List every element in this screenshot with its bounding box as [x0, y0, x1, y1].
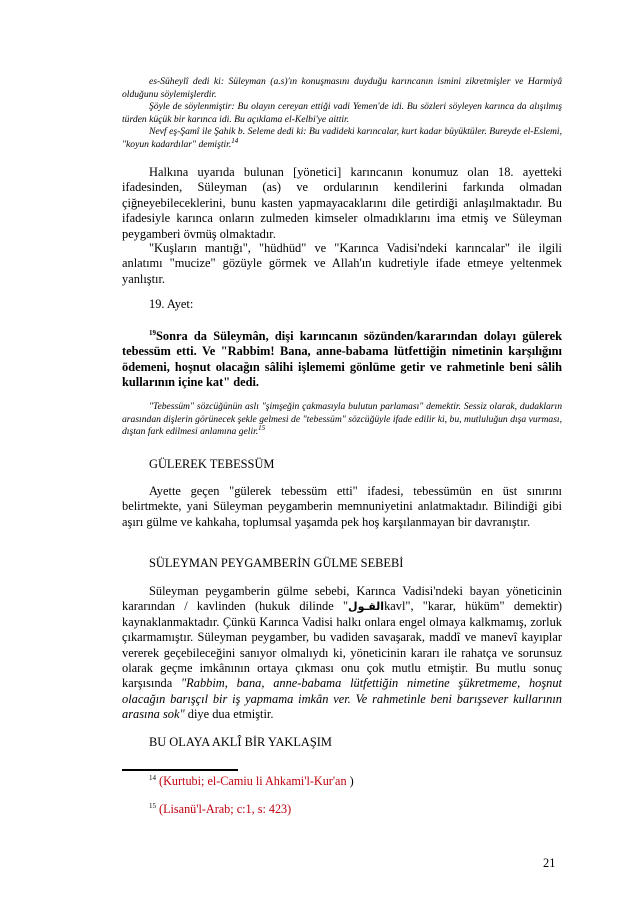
verse-text: Sonra da Süleymân, dişi karıncanın sözünden/kararından dolayı gülerek tebessüm etti. Ve "Rabbim! Bana, anne-babama lütfettiğin nimetinin karşılığını ödemeni, hoşnut olacağın sâlihi işlememi gönlüme getir ve rahmetinle beni sâlih kullarının içine kat" dedi.	[122, 329, 562, 390]
section-heading: GÜLEREK TEBESSÜM	[149, 457, 275, 471]
ayet-text	[122, 329, 562, 391]
note-text: es-Süheylî dedi ki: Süleyman (a.s)'ın konuşmasını duyduğu karıncanın ismini zikretmişler ve Harmiyâ olduğunu söylemişlerdir.	[122, 76, 562, 100]
footnote-ref: 15	[258, 423, 266, 432]
body-paragraph-1	[122, 165, 562, 242]
page-number: 21	[543, 856, 556, 870]
body-paragraph-4	[122, 584, 562, 723]
footnote-number: 14	[149, 773, 156, 782]
paragraph-text: diye dua etmiştir.	[184, 707, 274, 722]
footnote-14	[149, 774, 354, 789]
footnote-number: 15	[149, 801, 156, 810]
dua-quote: "Rabbim, bana, anne-babama lütfettiğin nimetine şükretmeme, hoşnut olacağın barışçıl bir iş yapmama imkân ver. Ve rahmetinle beni barışsever kullarının arasına sok"	[122, 676, 562, 722]
footnote-text: (Kurtubi; el-Camiu li Ahkami'l-Kur'an	[159, 774, 347, 788]
ayet-label	[122, 297, 562, 312]
note-paragraph-tebessum	[122, 401, 562, 439]
verse-number: 19	[149, 328, 156, 337]
section-heading: BU OLAYA AKLÎ BİR YAKLAŞIM	[149, 735, 332, 749]
note-paragraph-3	[122, 126, 562, 151]
body-paragraph-2	[122, 241, 562, 287]
paragraph-text: "Kuşların mantığı", "hüdhüd" ve "Karınca Vadisi'ndeki karıncalar" ile ilgili anlatımı "mucize" gözüyle görmek ve Allah'ın kudretiyle ifade etmeye yeltenmek yanlıştır.	[122, 241, 562, 286]
paragraph-text: Ayette geçen "gülerek tebessüm etti" ifadesi, tebessümün en üst sınırını belirtmekte, yani Süleyman peygamberin memnuniyetini anlatmaktadır. Bilindiği gibi aşırı gülme ve kahkaha, toplumsal yaşamda pek hoş karşılanmayan bir davranıştır.	[122, 484, 562, 529]
footnote-divider	[122, 769, 238, 771]
paragraph-text: Halkına uyarıda bulunan [yönetici] karıncanın konumuz olan 18. ayetteki ifadesinden, Süleyman (as) ve ordularının kendilerini farkında olmadan çiğneyebileceklerini, bunu kasten yapmayacaklarını dile getirdiği anlaşılmaktadır. Bu ifadesiyle karınca onların zulmeden kimseler olmadıklarını ima etmiş ve Süleyman peygamberi övmüş olmaktadır.	[122, 165, 562, 241]
section-heading: SÜLEYMAN PEYGAMBERİN GÜLME SEBEBİ	[149, 556, 404, 570]
arabic-word: القـول	[348, 600, 385, 614]
note-text: Nevf eş-Şamî ile Şahik b. Seleme dedi ki: Bu vadideki karıncalar, kurt kadar büyüktüler. Bureyde el-Eslemi, "koyun kadardılar" demiştir.	[122, 126, 562, 150]
body-paragraph-3	[122, 484, 562, 530]
note-text: Şöyle de söylenmiştir: Bu olayın cereyan ettiği vadi Yemen'de idi. Bu sözleri söyleyen karınca da alışılmış türden küçük bir karınca idi. Bu açıklama el-Kelbi'ye aittir.	[122, 101, 562, 125]
heading-gulme-sebebi	[122, 556, 562, 571]
ayet-label-text: 19. Ayet:	[149, 297, 194, 311]
footnote-text: (Lisanü'l-Arab; c:1, s: 423)	[159, 802, 292, 816]
note-paragraph-1	[122, 76, 562, 101]
footnote-15	[149, 802, 291, 817]
heading-akli-yaklasim	[122, 735, 562, 750]
heading-gulerek-tebessum	[122, 457, 562, 472]
note-paragraph-2	[122, 101, 562, 126]
footnote-ref: 14	[231, 136, 239, 145]
paragraph-text: kavl", "karar, hüküm" demektir) kaynaklanmaktadır. Çünkü Karınca Vadisi halkı onlara engel olmaya kalkmamış, zorluk çıkarmamıştır. Süleyman peygamber, bu vadiden savaşarak, maddî ve manevî kayıplar vererek geçebileceğini sanıyor olmalıydı ki, yöneticinin kararı ile rahatça ve sorunsuz olarak geçme imkânının ortaya çıkması onu çok mutlu etmiştir. Bu mutlu sonuç karşısında	[122, 599, 563, 691]
paragraph-text: Süleyman peygamberin gülme sebebi, Karınca Vadisi'ndeki bayan yöneticinin kararından / kavlinden (hukuk dilinde "	[122, 584, 562, 614]
footnote-tail: )	[346, 774, 354, 788]
note-text: "Tebessüm" sözcüğünün aslı "şimşeğin çakmasıyla bulutun parlaması" demektir. Sessiz olarak, dudakların arasından dişlerin görünecek şekle gelmesi de "tebessüm" sözcüğüyle ifade edilir ki, bu, mutluluğun dışa vurması, dıştan fark edilmesi anlamına gelir.	[122, 401, 562, 437]
